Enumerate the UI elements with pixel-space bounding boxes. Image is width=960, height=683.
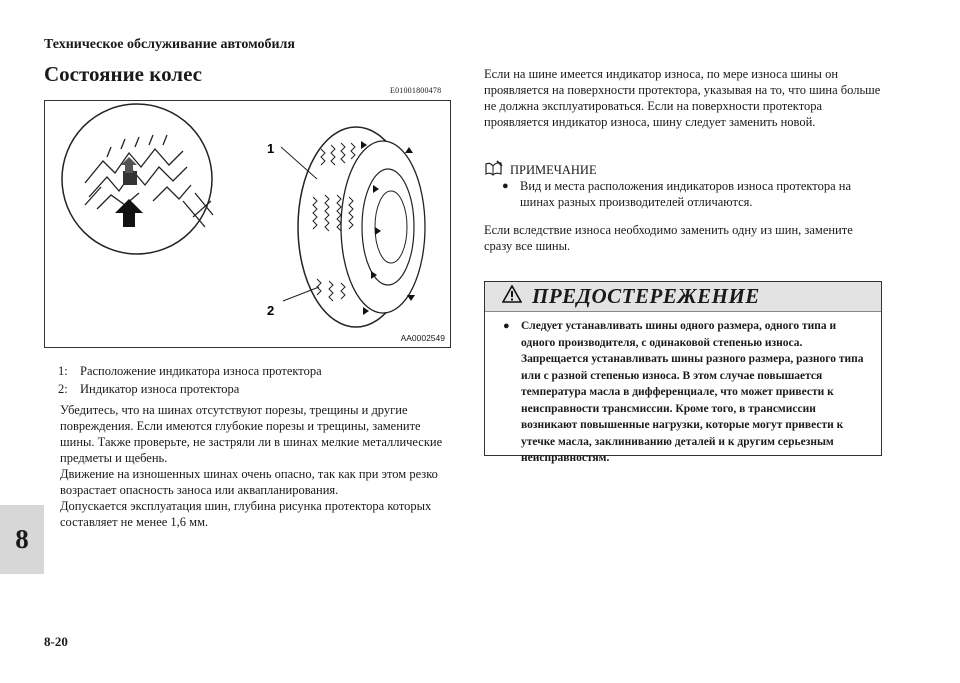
warning-box <box>484 281 882 464</box>
figure-code: AA0002549 <box>400 333 445 343</box>
wear-indicator-block <box>123 171 137 185</box>
section-code: E01001800478 <box>390 86 442 95</box>
warning-item <box>485 312 881 467</box>
note-heading <box>484 160 597 180</box>
running-header: Техническое обслуживание автомобиля <box>44 37 295 52</box>
warning-triangle-icon <box>502 285 522 308</box>
bullet: ● <box>502 180 509 192</box>
warning-header <box>485 282 881 312</box>
bullet: ● <box>503 320 510 332</box>
note-label: ПРИМЕЧАНИЕ <box>510 162 597 177</box>
legend-item: 1: Расположение индикатора износа протектора <box>58 364 322 378</box>
note-text: Вид и места расположения индикаторов износа протектора на шинах разных производителей отличаются. <box>520 179 852 209</box>
paragraph: Движение на изношенных шинах очень опасно, так как при этом резко возрастает опасность заноса или аквапланирования. <box>60 467 438 497</box>
warning-text: Следует устанавливать шины одного размера, одного типа и одного производителя, с одинаковой степенью износа. Запрещается устанавливать шины разного размера, разного типа или с разной степенью износа. В этом случае повышается температура масла в дифференциале, что может привести к неисправности трансмиссии. Кроме того, в трансмиссии возникают повышенные нагрузки, которые могут привести к утечке масла, заклиниванию деталей и к другим серьезным неисправностям. <box>521 320 864 464</box>
paragraph: Убедитесь, что на шинах отсутствуют порезы, трещины и другие повреждения. Если имеются глубокие порезы и трещины, замените шины. Также проверьте, не застряли ли в шинах мелкие металлические предметы и щебень. <box>60 403 443 465</box>
callout-2: 2 <box>267 303 275 318</box>
chapter-tab: 8 <box>0 505 44 574</box>
paragraph: Допускается эксплуатация шин, глубина рисунка протектора которых составляет не менее 1,6 мм. <box>60 499 432 529</box>
page-number: 8-20 <box>44 634 68 649</box>
legend-item: 2: Индикатор износа протектора <box>58 382 240 396</box>
figure-legend <box>58 362 322 398</box>
body-text-right-2: Если вследствие износа необходимо заменить одну из шин, замените сразу все шины. <box>484 223 853 253</box>
note-pencil-icon <box>484 160 504 180</box>
tire-diagram <box>45 101 450 347</box>
tire-illustration <box>44 100 451 348</box>
body-text-left <box>60 402 455 530</box>
callout-1: 1 <box>267 141 275 156</box>
wheel-hub <box>375 191 407 263</box>
page-title: Состояние колес <box>44 62 202 86</box>
warning-title: ПРЕДОСТЕРЕЖЕНИЕ <box>532 284 760 308</box>
note-item <box>502 178 882 210</box>
body-text-right: Если на шине имеется индикатор износа, по мере износа шины он проявляется на поверхности протектора, указывая на то, что шина больше не должна эксплуатироваться. Если на поверхности протектора проявляется индикатор износа, шину следует заменить новой. <box>484 67 881 129</box>
